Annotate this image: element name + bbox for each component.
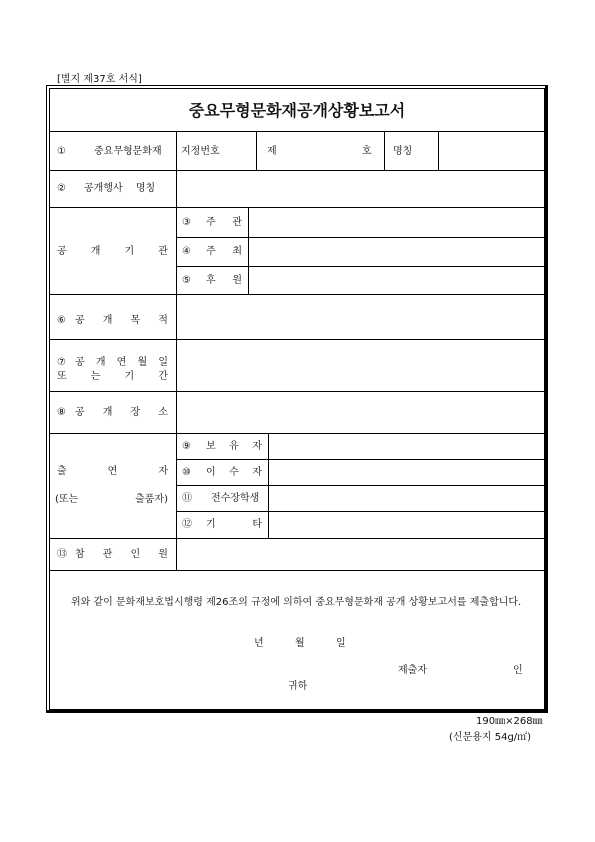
purpose-label: 공 개 목 적 [75, 315, 168, 326]
heritage-label: 중요무형문화재 [94, 146, 162, 157]
divider [176, 266, 545, 267]
row-number: ② [57, 183, 66, 194]
date-day-label: 일 [336, 638, 346, 649]
divider [49, 131, 545, 132]
attendance-label: 참 관 인 원 [75, 549, 168, 560]
venue-field[interactable] [178, 393, 543, 432]
divider [176, 485, 545, 486]
divider [49, 570, 545, 571]
column-divider [248, 207, 249, 294]
scholar-field[interactable] [270, 487, 543, 510]
venue-label: 공 개 장 소 [75, 407, 168, 418]
sponsor-field[interactable] [250, 268, 543, 293]
organizer-group-label: 공 개 기 관 [57, 246, 168, 257]
event-name-field[interactable] [178, 172, 543, 205]
row-number: ⑧ [57, 407, 66, 418]
submitter-label: 제출자 [398, 665, 427, 676]
period-label: 또 는 기 간 [57, 371, 168, 382]
sponsor-label: 후 원 [206, 275, 242, 286]
form-title: 중요무형문화재공개상황보고서 [188, 101, 406, 120]
divider [49, 207, 545, 208]
divider [176, 459, 545, 460]
statement-text: 위와 같이 문화재보호법시행령 제26조의 규정에 의하여 중요무형문화재 공개 상황보고서를 제출합니다. [71, 597, 522, 608]
divider [176, 511, 545, 512]
event-name-label: 공개행사 명칭 [84, 183, 156, 194]
date-field[interactable] [178, 341, 543, 390]
divider [49, 294, 545, 295]
row-number: ① [57, 146, 66, 157]
organizer-field[interactable] [250, 239, 543, 265]
holder-field[interactable] [270, 435, 543, 458]
form-number-label: [별지 제37호 서식] [57, 74, 142, 85]
organizer-label: 주 최 [206, 246, 242, 257]
date-label: 공 개 연 월 일 [75, 357, 168, 368]
other-label: 기 타 [206, 519, 262, 530]
row-number: ⑬ [57, 549, 67, 560]
paper-note: (신문용지 54g/㎡) [449, 732, 532, 743]
divider [176, 237, 545, 238]
designation-number-label: 지정번호 [181, 146, 220, 157]
divider [49, 391, 545, 392]
holder-label: 보 유 자 [206, 441, 262, 452]
host-field[interactable] [250, 209, 543, 236]
date-month-label: 월 [295, 638, 305, 649]
date-year-label: 년 [254, 638, 264, 649]
recipient-label: 귀하 [288, 681, 308, 692]
divider [49, 433, 545, 434]
column-divider [384, 131, 385, 170]
purpose-field[interactable] [178, 296, 543, 338]
row-number: ⑤ [182, 275, 191, 286]
heritage-name-field[interactable] [439, 136, 543, 166]
attendance-field[interactable] [178, 540, 543, 569]
size-note: 190㎜×268㎜ [476, 716, 543, 727]
name-label: 명칭 [393, 146, 413, 157]
ho-label: 호 [362, 146, 372, 157]
scholar-label: 전수장학생 [211, 493, 260, 504]
divider [49, 538, 545, 539]
performer-group-sublabel: (또는 출품자) [55, 494, 168, 505]
row-number: ⑨ [182, 441, 191, 452]
je-label: 제 [267, 146, 277, 157]
row-number: ⑪ [182, 493, 192, 504]
row-number: ④ [182, 246, 191, 257]
trainee-label: 이 수 자 [206, 467, 262, 478]
row-number: ⑥ [57, 315, 66, 326]
other-field[interactable] [270, 513, 543, 537]
row-number: ③ [182, 217, 191, 228]
designation-number-field[interactable] [257, 136, 383, 166]
row-number: ⑦ [57, 357, 66, 368]
trainee-field[interactable] [270, 461, 543, 484]
column-divider [176, 131, 177, 570]
divider [49, 170, 545, 171]
divider [49, 339, 545, 340]
column-divider [268, 433, 269, 538]
row-number: ⑩ [182, 467, 191, 478]
host-label: 주 관 [206, 217, 242, 228]
row-number: ⑫ [182, 519, 192, 530]
performer-group-label: 출 연 자 [57, 466, 168, 477]
seal-label: 인 [513, 665, 523, 676]
